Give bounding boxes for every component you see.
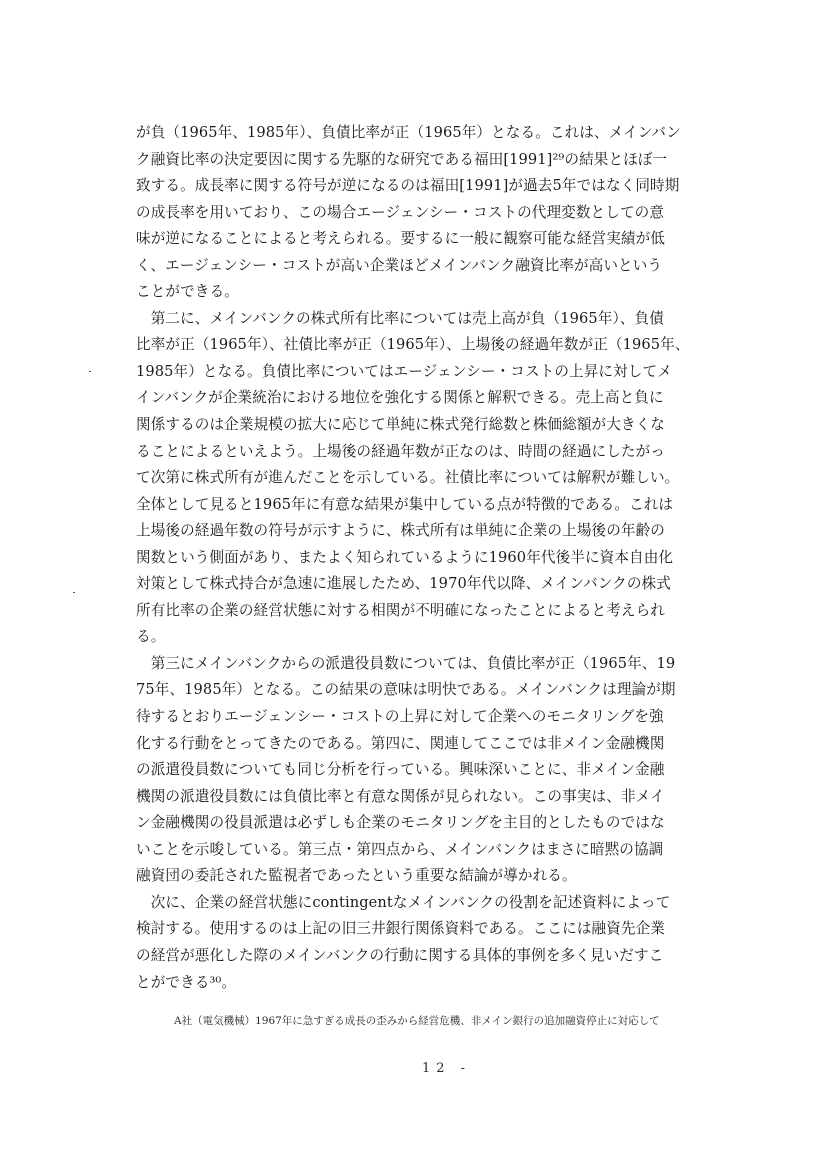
text-line: 機関の派遣役員数には負債比率と有意な関係が見られない。この事実は、非メイ xyxy=(136,787,665,805)
footnote: A社（電気機械）1967年に急すぎる成長の歪みから経営危機、非メイン銀行の追加融資停止に対応して xyxy=(174,1015,660,1027)
text-line: 検討する。使用するのは上記の旧三井銀行関係資料である。ここには融資先企業 xyxy=(136,920,665,938)
text-line: ク融資比率の決定要因に関する先駆的な研究である福田[1991]²⁹の結果とほぼ一 xyxy=(136,150,668,168)
text-line: とができる³⁰。 xyxy=(136,973,237,991)
text-line: 比率が正（1965年）、社債比率が正（1965年）、上場後の経過年数が正（1965年、 xyxy=(136,336,690,354)
text-line: 融資団の委託された監視者であったという重要な結論が導かれる。 xyxy=(136,867,577,885)
text-line: 第三にメインバンクからの派遣役員数については、負債比率が正（1965年、19 xyxy=(136,654,676,672)
text-line: 全体として見ると1965年に有意な結果が集中している点が特徴的である。これは xyxy=(136,495,674,513)
text-line: 次に、企業の経営状態にcontingentなメインバンクの役割を記述資料によって xyxy=(136,893,671,911)
text-line: 上場後の経過年数の符号が示すように、株式所有は単純に企業の上場後の年齢の xyxy=(136,522,665,540)
text-line: インバンクが企業統治における地位を強化する関係と解釈できる。売上高と負に xyxy=(136,389,664,407)
scan-speck xyxy=(89,371,91,372)
text-line: 対策として株式持合が急速に進展したため、1970年代以降、メインバンクの株式 xyxy=(136,575,671,593)
scan-speck xyxy=(73,592,75,593)
text-line: 化する行動をとってきたのである。第四に、関連してここでは非メイン金融機関 xyxy=(136,734,665,752)
page-number: 12 - xyxy=(422,1061,472,1076)
body-text xyxy=(136,120,720,996)
text-line: 第二に、メインバンクの株式所有比率については売上高が負（1965年）、負債 xyxy=(136,309,664,327)
text-line: る。 xyxy=(136,628,166,646)
text-line: の派遣役員数についても同じ分析を行っている。興味深いことに、非メイン金融 xyxy=(136,761,665,779)
text-line: 関係するのは企業規模の拡大に応じて単純に株式発行総数と株価総額が大きくな xyxy=(136,416,665,434)
text-line: 所有比率の企業の経営状態に対する相関が不明確になったことによると考えられ xyxy=(136,601,665,619)
text-line: の経営が悪化した際のメインバンクの行動に関する具体的事例を多く見いだすこ xyxy=(136,946,664,964)
text-line: いことを示唆している。第三点・第四点から、メインバンクはまさに暗黙の協調 xyxy=(136,840,664,858)
text-line: 1985年）となる。負債比率についてはエージェンシー・コストの上昇に対してメ xyxy=(136,362,672,380)
text-line: 関数という側面があり、またよく知られているように1960年代後半に資本自由化 xyxy=(136,548,674,566)
text-line: ことができる。 xyxy=(136,283,239,301)
text-line: 待するとおりエージェンシー・コストの上昇に対して企業へのモニタリングを強 xyxy=(136,708,664,726)
text-line: 75年、1985年）となる。この結果の意味は明快である。メインバンクは理論が期 xyxy=(136,681,676,699)
text-line: く、エージェンシー・コストが高い企業ほどメインバンク融資比率が高いという xyxy=(136,256,663,274)
text-line: て次第に株式所有が進んだことを示している。社債比率については解釈が難しい。 xyxy=(136,469,680,487)
text-line: 致する。成長率に関する符号が逆になるのは福田[1991]が過去5年ではなく同時期 xyxy=(136,177,680,195)
text-line: ることによるといえよう。上場後の経過年数が正なのは、時間の経過にしたがっ xyxy=(136,442,665,460)
text-line: が負（1965年、1985年）、負債比率が正（1965年）となる。これは、メインバン xyxy=(136,124,681,141)
text-line: の成長率を用いており、この場合エージェンシー・コストの代理変数としての意 xyxy=(136,203,665,221)
text-line: 味が逆になることによると考えられる。要するに一般に観察可能な経営実績が低 xyxy=(136,230,665,248)
text-line: ン金融機関の役員派遣は必ずしも企業のモニタリングを主目的としたものではな xyxy=(136,814,665,832)
